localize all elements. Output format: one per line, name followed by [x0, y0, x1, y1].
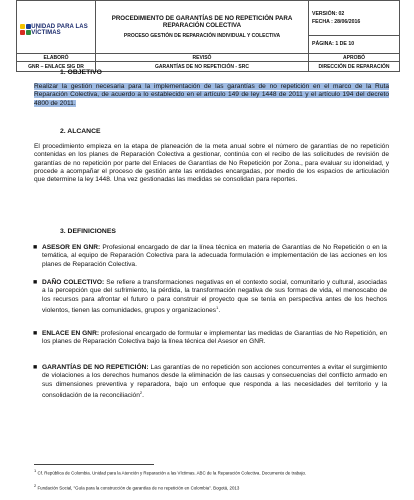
alcance-paragraph: El procedimiento empieza en la etapa de planeación de la meta anual sobre el número de garantías de no repetición contenidas en los planes de Reparación Colectiva a gestionar, continúa con el recibo de las solicitudes de revisión de garantías de no repetición por parte del Enlaces de Garantías de No Repetición por Zona., para evaluar su idoneidad, y procede a acompañar el proceso de gestión ante las entidades encargadas, por medio de los espacios de articulación que determine la ley 1448. Una vez gestionadas las medidas se consolidan para reportes. [34, 143, 389, 184]
bullet-icon: ■ [33, 279, 38, 286]
aprobo-label: APROBÓ [309, 54, 400, 62]
logo-text: UNIDAD PARA LAS VÍCTIMAS [31, 24, 88, 36]
objetivo-paragraph [34, 83, 389, 108]
reviso-value: GARANTÍAS DE NO REPETICIÓN - SRC [96, 62, 309, 72]
objetivo-highlighted-text: Realizar la gestión necesaria para la implementación de las garantías de no repetición en el marco de la Ruta Reparación Colectiva, de acuerdo a lo establecido en el artículo 149 de ley 1448 de 2011 y el artículo 194 del decreto 4800 de 2011. [34, 83, 389, 107]
definition-text: Se refiere a transformaciones negativas en el contexto social, comunitario y cultural, asociadas a la percepción que del sufrimiento, la pérdida, la transformación negativa de sus formas de vida, el menoscabo de los recursos para afrontar el futuro o para construir el proyecto que se tenía en perspectiva antes de los hechos violentos, tienen las comunidades, grupos y organizaciones [42, 279, 387, 315]
definition-text: profesional encargado de formular e implementar las medidas de Garantías de No Repetición, en los planes de Reparación Colectiva bajo la línea técnica del Asesor en GNR. [42, 330, 387, 346]
process-name: PROCESO GESTIÓN DE REPARACIÓN INDIVIDUAL Y COLECTIVA [123, 32, 281, 39]
logo-mark-icon [20, 24, 28, 36]
document-title-cell [96, 1, 309, 54]
footnote-mark: 2 [34, 483, 37, 488]
elaboro-value: GNR – ENLACE SIG DR [17, 62, 96, 72]
bullet-icon: ■ [33, 244, 38, 251]
footnote-separator [34, 464, 154, 465]
footnote-mark: 1 [34, 468, 37, 473]
footnote-ref: 1 [216, 304, 219, 310]
definition-item: ■ DAÑO COLECTIVO: Se refiere a transformaciones negativas en el contexto social, comunitario y cultural, asociadas a la percepción que del sufrimiento, la pérdida, la transformación negativa de sus formas de vida, el menoscabo de los recursos para afrontar el futuro o para construir el proyecto que se tenía en perspectiva antes de los hechos violentos, tienen las comunidades, grupos y organizaciones$^1$. [33, 279, 387, 315]
version-cell [309, 1, 400, 36]
definition-item [33, 330, 387, 347]
aprobo-value: DIRECCIÓN DE REPARACIÓN [309, 62, 400, 72]
definition-item: ■ GARANTÍAS DE NO REPETICIÓN: Las garantías de no repetición son acciones concurrentes a evitar el surgimiento de violaciones a los derechos humanos desde la eliminación de las causas y consecuencias del conflicto armado en sus dimensiones preventiva y reparadora, bajo un enfoque que responda a las necesidades del territorio y la consolidación de la reconciliación$^2$. [33, 364, 387, 400]
bullet-icon: ■ [33, 330, 38, 337]
version-label: VERSIÓN: 02 [312, 10, 345, 17]
definiciones-heading: 3. DEFINICIONES [60, 228, 116, 235]
logo-cell [17, 1, 96, 54]
definition-text: Profesional encargado de dar la línea técnica en materia de Garantías de No Repetición o en la temática, al equipo de Reparación Colectiva para la adecuada formulación e implementación de las acciones en los planes de Reparación Colectiva. [42, 244, 387, 268]
footnote-2 [34, 483, 389, 491]
elaboro-label: ELABORÓ [17, 54, 96, 62]
footnote-text: Fundación Social, "Guía para la construcción de garantías de no repetición en Colombia". Bogotá, 2013 [37, 485, 240, 491]
unidad-victimas-logo [20, 24, 92, 36]
document-title: PROCEDIMIENTO DE GARANTÍAS DE NO REPETICIÓN PARA REPARACIÓN COLECTIVA [111, 14, 293, 29]
definition-term: ASESOR EN GNR: [42, 244, 101, 251]
objetivo-heading: 1. OBJETIVO [60, 69, 102, 76]
footnote-text: Cf. República de Colombia. Unidad para la Atención y Reparación a las Víctimas. ABC de la Reparación Colectiva. Documento de trabajo. [37, 470, 307, 476]
alcance-heading: 2. ALCANCE [60, 128, 101, 135]
definition-term: DAÑO COLECTIVO: [42, 279, 105, 286]
definition-text: Las garantías de no repetición son acciones concurrentes a evitar el surgimiento de violaciones a los derechos humanos desde la eliminación de las causas y consecuencias del conflicto armado en sus dimensiones preventiva y reparadora, bajo un enfoque que responda a las necesidades del territorio y la consolidación de la reconciliación [42, 364, 387, 400]
footnote-ref: 2 [139, 389, 143, 395]
document-header-table [16, 0, 400, 72]
footnote-1 [34, 468, 389, 476]
page-number: PÁGINA: 1 DE 10 [312, 41, 355, 48]
bullet-icon: ■ [33, 364, 38, 371]
page-number-cell [309, 35, 400, 53]
definition-term: GARANTÍAS DE NO REPETICIÓN: [42, 364, 149, 371]
definition-item [33, 244, 387, 269]
date-label: FECHA : 28/06/2016 [312, 18, 361, 25]
reviso-label: REVISÓ [96, 54, 309, 62]
definition-term: ENLACE EN GNR: [42, 330, 100, 337]
